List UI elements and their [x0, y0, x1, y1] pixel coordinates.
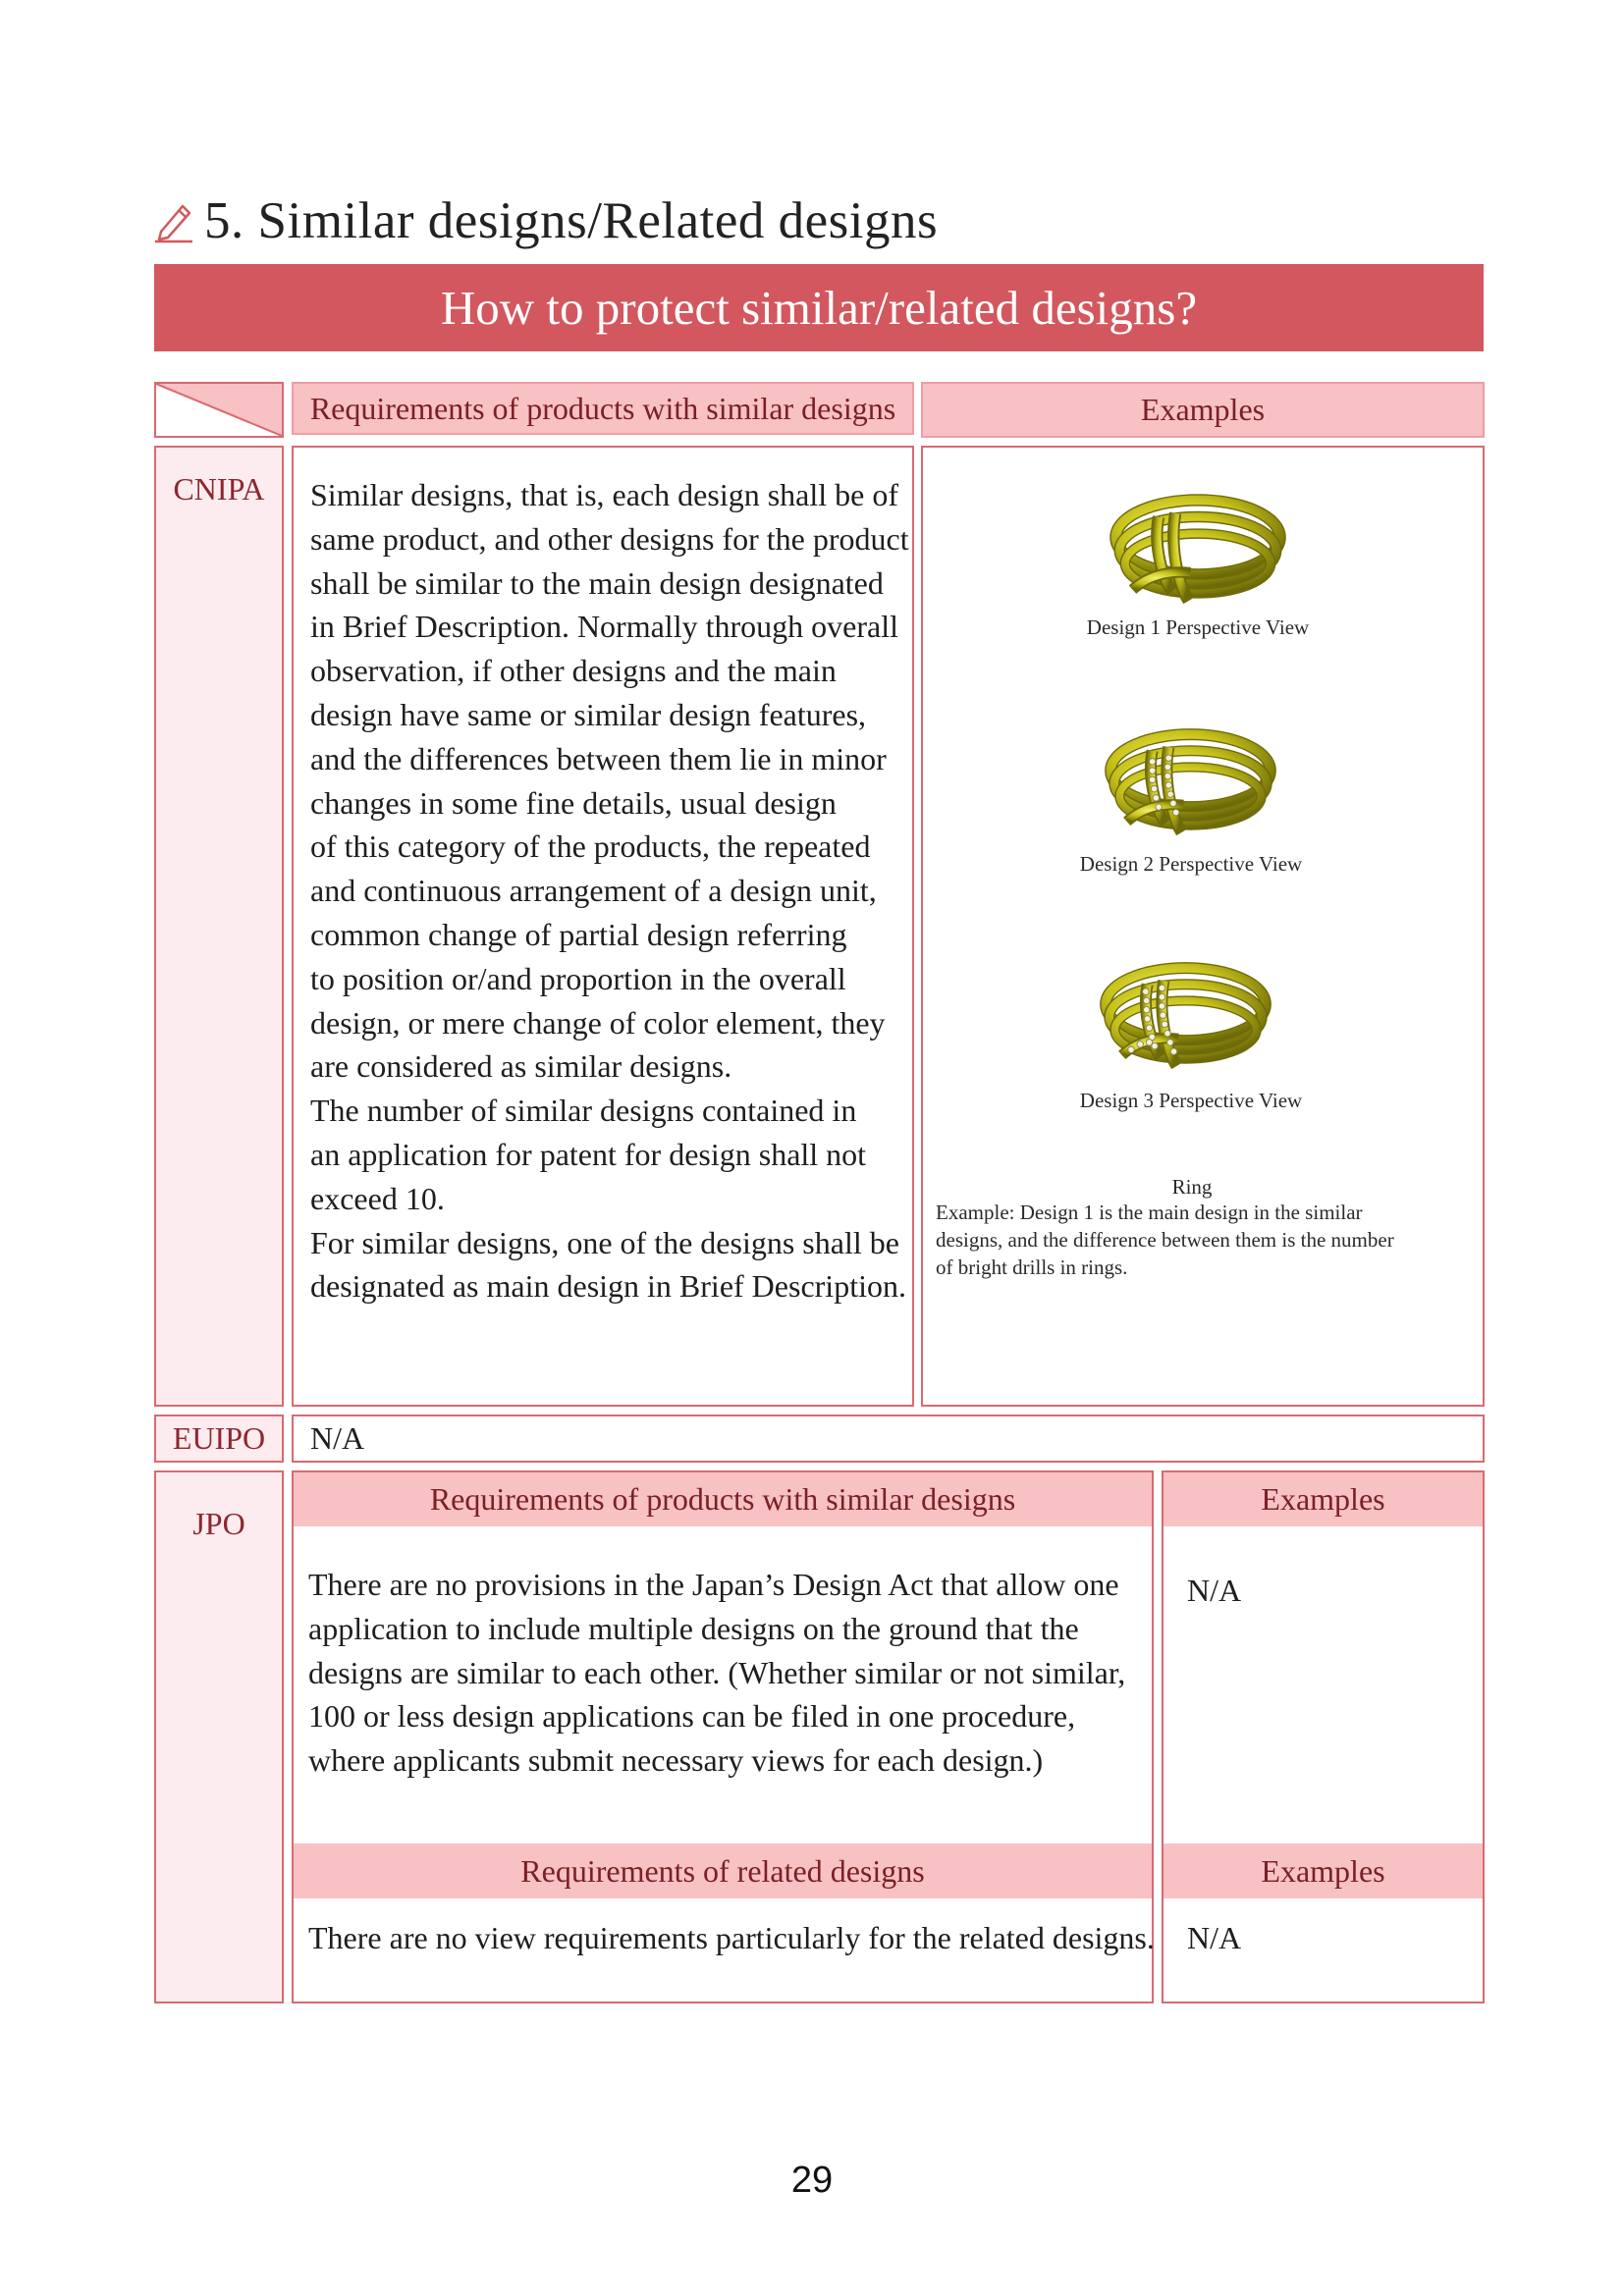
note-line: Example: Design 1 is the main design in the similar [936, 1201, 1363, 1224]
text-line: 100 or less design applications can be filed in one procedure, [308, 1698, 1076, 1735]
requirements-header [292, 382, 914, 435]
text-line: designated as main design in Brief Description. [310, 1268, 906, 1305]
note-line: of bright drills in rings. [936, 1255, 1128, 1279]
text-line: design have same or similar design features, [310, 696, 867, 732]
product-name: Ring [1171, 1175, 1213, 1199]
text-line: to position or/and proportion in the overall [310, 960, 846, 996]
text-line: designs are similar to each other. (Whether similar or not similar, [308, 1654, 1126, 1690]
example-note [936, 1199, 1474, 1281]
diagonal-divider [156, 384, 282, 436]
jpo-label: JPO [192, 1506, 245, 1541]
text-line: application to include multiple designs on the ground that the [308, 1610, 1079, 1646]
text-line: an application for patent for design shall not [310, 1136, 867, 1172]
jpo-similar-header-label: Requirements of products with similar designs [429, 1481, 1016, 1517]
jpo-related-examples-header-label: Examples [1261, 1852, 1385, 1889]
jpo-related-text: There are no view requirements particularly for the related designs. [308, 1920, 1155, 1955]
text-line: exceed 10. [310, 1180, 445, 1216]
euipo-text: N/A [310, 1420, 365, 1457]
jpo-related-examples-header [1164, 1843, 1483, 1898]
text-line: changes in some fine details, usual design [310, 784, 837, 821]
text-line: common change of partial design referring [310, 916, 847, 952]
text-line: and continuous arrangement of a design unit, [310, 873, 877, 909]
jpo-related-examples-text: N/A [1187, 1920, 1242, 1955]
text-line: design, or mere change of color element, they [310, 1004, 886, 1041]
text-line: observation, if other designs and the main [310, 653, 837, 689]
section-title: 5. Similar designs/Related designs [204, 192, 939, 249]
ring-design-3-image [1095, 945, 1276, 1078]
jpo-related-header-label: Requirements of related designs [520, 1852, 925, 1889]
text-line: of this category of the products, the repeated [310, 828, 871, 865]
jpo-similar-header [294, 1472, 1152, 1526]
page-number: 29 [790, 2160, 834, 2201]
cnipa-requirements-cell [292, 446, 914, 1407]
requirements-header-label: Requirements of products with similar designs [309, 390, 896, 426]
row-label-jpo [154, 1470, 284, 2003]
banner-text: How to protect similar/related designs? [440, 281, 1198, 335]
pencil-icon [153, 198, 194, 243]
jpo-examples-header-label: Examples [1261, 1481, 1385, 1517]
text-line: are considered as similar designs. [310, 1048, 732, 1085]
design-2-caption: Design 2 Perspective View [1079, 852, 1303, 876]
text-line: The number of similar designs contained in [310, 1093, 857, 1129]
row-label-euipo [154, 1415, 284, 1463]
jpo-related-header [294, 1843, 1152, 1898]
row-label-cnipa [154, 446, 284, 1407]
cnipa-label: CNIPA [173, 471, 265, 507]
jpo-similar-examples-text: N/A [1187, 1573, 1242, 1608]
text-line: in Brief Description. Normally through overall [310, 609, 898, 645]
note-line: designs, and the difference between them is the number [936, 1228, 1394, 1252]
jpo-similar-text [308, 1563, 1143, 1783]
text-line: Similar designs, that is, each design shall be of [310, 477, 898, 512]
text-line: same product, and other designs for the product [310, 520, 909, 557]
examples-header-label: Examples [1140, 392, 1266, 427]
euipo-cell [292, 1415, 1485, 1463]
ring-design-2-image [1100, 712, 1281, 844]
text-line: There are no provisions in the Japan’s Design Act that allow one [308, 1567, 1119, 1602]
section-heading [153, 188, 938, 253]
text-line: and the differences between them lie in minor [310, 740, 887, 776]
jpo-examples-header [1164, 1472, 1483, 1526]
cnipa-requirements-text [310, 473, 912, 1308]
ring-design-1-image [1105, 476, 1291, 614]
design-1-caption: Design 1 Perspective View [1086, 615, 1310, 639]
banner [154, 264, 1484, 351]
text-line: where applicants submit necessary views for each design.) [308, 1742, 1044, 1779]
euipo-label: EUIPO [172, 1420, 266, 1456]
text-line: For similar designs, one of the designs shall be [310, 1224, 899, 1260]
text-line: shall be similar to the main design designated [310, 564, 884, 601]
design-3-caption: Design 3 Perspective View [1079, 1089, 1303, 1112]
examples-header [921, 382, 1485, 438]
corner-cell [154, 382, 284, 438]
